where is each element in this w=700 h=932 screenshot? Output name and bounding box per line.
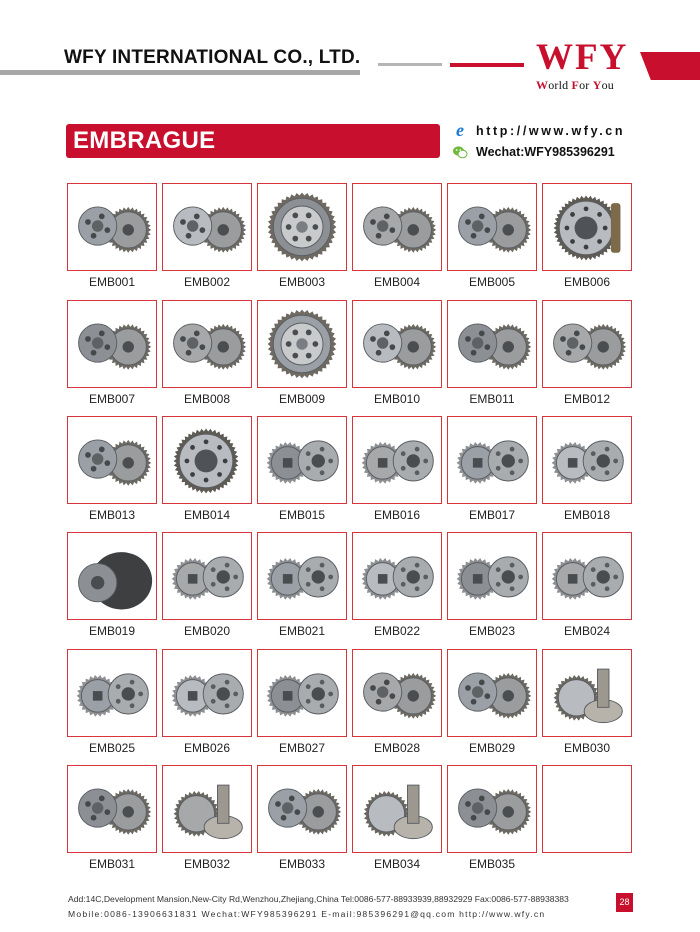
product-code: EMB017 (468, 508, 516, 522)
product-code: EMB035 (468, 857, 516, 871)
product-image[interactable] (67, 765, 157, 853)
clutch-part-illustration (353, 301, 441, 387)
product-code: EMB032 (183, 857, 231, 871)
product-image[interactable] (352, 765, 442, 853)
product-image[interactable] (67, 416, 157, 504)
clutch-part-illustration (353, 766, 441, 852)
product-card[interactable] (352, 532, 442, 638)
product-image[interactable] (162, 649, 252, 737)
product-code: EMB014 (183, 508, 231, 522)
product-code: EMB024 (563, 624, 611, 638)
clutch-part-illustration (353, 417, 441, 503)
product-code: EMB009 (278, 392, 326, 406)
clutch-part-illustration (68, 417, 156, 503)
header-red-tab (640, 52, 700, 80)
product-card[interactable] (67, 765, 157, 871)
clutch-part-illustration (258, 184, 346, 270)
product-code: EMB010 (373, 392, 421, 406)
product-code: EMB022 (373, 624, 421, 638)
clutch-part-illustration (543, 417, 631, 503)
product-image[interactable] (162, 300, 252, 388)
clutch-part-illustration (163, 766, 251, 852)
header-rule-red (450, 63, 524, 67)
product-code: EMB020 (183, 624, 231, 638)
product-code: EMB002 (183, 275, 231, 289)
company-name: WFY INTERNATIONAL CO., LTD. (64, 47, 361, 68)
product-card[interactable] (447, 649, 537, 755)
product-card[interactable] (67, 649, 157, 755)
product-image[interactable] (352, 183, 442, 271)
product-card[interactable] (257, 300, 347, 406)
product-code: EMB016 (373, 508, 421, 522)
product-code: EMB018 (563, 508, 611, 522)
product-code: EMB033 (278, 857, 326, 871)
product-card[interactable] (257, 532, 347, 638)
product-image[interactable] (447, 532, 537, 620)
product-image[interactable] (162, 183, 252, 271)
section-title: EMBRAGUE (66, 124, 440, 158)
product-image[interactable] (257, 183, 347, 271)
product-card[interactable] (352, 300, 442, 406)
product-code: EMB031 (88, 857, 136, 871)
product-image[interactable] (352, 416, 442, 504)
product-code: EMB008 (183, 392, 231, 406)
clutch-part-illustration (543, 184, 631, 270)
header-rule-gray (0, 70, 360, 75)
product-image[interactable] (447, 183, 537, 271)
clutch-part-illustration (543, 650, 631, 736)
wechat-id: Wechat:WFY985396291 (476, 144, 615, 159)
product-code: EMB021 (278, 624, 326, 638)
product-code: EMB012 (563, 392, 611, 406)
clutch-part-illustration (353, 650, 441, 736)
clutch-part-illustration (448, 650, 536, 736)
clutch-part-illustration (68, 184, 156, 270)
product-card[interactable] (67, 532, 157, 638)
product-image[interactable] (447, 416, 537, 504)
clutch-part-illustration (543, 301, 631, 387)
product-code: EMB023 (468, 624, 516, 638)
product-image[interactable] (447, 765, 537, 853)
clutch-part-illustration (258, 301, 346, 387)
product-code: EMB001 (88, 275, 136, 289)
product-card[interactable] (542, 765, 632, 853)
clutch-part-illustration (258, 533, 346, 619)
product-code: EMB013 (88, 508, 136, 522)
product-card[interactable] (162, 300, 252, 406)
website-link[interactable]: http://www.wfy.cn (476, 123, 626, 138)
product-card[interactable] (257, 416, 347, 522)
product-code: EMB015 (278, 508, 326, 522)
wfy-logo (536, 37, 632, 93)
product-code: EMB007 (88, 392, 136, 406)
product-image[interactable] (162, 532, 252, 620)
product-card[interactable] (352, 765, 442, 871)
product-code: EMB011 (469, 392, 515, 406)
product-card[interactable] (162, 532, 252, 638)
product-code: EMB019 (88, 624, 136, 638)
product-image[interactable] (162, 416, 252, 504)
product-code: EMB027 (278, 741, 326, 755)
product-card[interactable] (352, 183, 442, 289)
product-image[interactable] (257, 765, 347, 853)
clutch-part-illustration (543, 533, 631, 619)
clutch-part-illustration (258, 417, 346, 503)
product-image[interactable] (542, 765, 632, 853)
clutch-part-illustration (68, 301, 156, 387)
product-card[interactable] (162, 649, 252, 755)
product-card[interactable] (447, 532, 537, 638)
product-image[interactable] (257, 649, 347, 737)
footer-contacts: Mobile:0086-13906631831 Wechat:WFY985396291 E-mail:985396291@qq.com http://www.wfy.cn (68, 909, 546, 919)
clutch-part-illustration (68, 766, 156, 852)
clutch-part-illustration (163, 301, 251, 387)
product-image[interactable] (542, 649, 632, 737)
product-image[interactable] (447, 649, 537, 737)
clutch-part-illustration (353, 533, 441, 619)
product-code: EMB029 (468, 741, 516, 755)
contact-block (452, 120, 625, 162)
product-card[interactable] (67, 416, 157, 522)
product-image[interactable] (352, 300, 442, 388)
footer-address: Add:14C,Development Mansion,New-City Rd,Wenzhou,Zhejiang,China Tel:0086-577-88933939,88932929 Fax:0086-577-88938383 (68, 894, 569, 904)
product-card[interactable] (447, 416, 537, 522)
product-code: EMB034 (373, 857, 421, 871)
wechat-icon (452, 144, 468, 160)
product-code: EMB004 (373, 275, 421, 289)
product-image[interactable] (447, 300, 537, 388)
empty-slot (543, 766, 631, 852)
product-code: EMB003 (278, 275, 326, 289)
clutch-part-illustration (68, 650, 156, 736)
product-image[interactable] (162, 765, 252, 853)
logo-wordmark: WFY (536, 37, 629, 78)
product-image[interactable] (352, 649, 442, 737)
product-card[interactable] (162, 765, 252, 871)
product-image[interactable] (257, 532, 347, 620)
clutch-part-illustration (163, 184, 251, 270)
clutch-part-illustration (163, 417, 251, 503)
product-card[interactable] (542, 532, 632, 638)
product-card[interactable] (257, 765, 347, 871)
product-card[interactable] (352, 416, 442, 522)
product-code: EMB026 (183, 741, 231, 755)
product-card[interactable] (447, 183, 537, 289)
footer (68, 892, 569, 922)
product-image[interactable] (542, 183, 632, 271)
product-card[interactable] (447, 300, 537, 406)
product-image[interactable] (542, 300, 632, 388)
product-card[interactable] (162, 183, 252, 289)
page-number: 28 (616, 893, 633, 912)
product-card[interactable] (352, 649, 442, 755)
clutch-part-illustration (163, 650, 251, 736)
product-image[interactable] (67, 300, 157, 388)
wechat-row (452, 141, 625, 162)
product-code: EMB005 (468, 275, 516, 289)
product-image[interactable] (67, 649, 157, 737)
clutch-part-illustration (448, 533, 536, 619)
clutch-part-illustration (258, 766, 346, 852)
product-code: EMB030 (563, 741, 611, 755)
product-card[interactable] (447, 765, 537, 871)
product-card[interactable] (542, 416, 632, 522)
product-code: EMB025 (88, 741, 136, 755)
clutch-part-illustration (353, 184, 441, 270)
product-code: EMB006 (563, 275, 611, 289)
website-row (452, 120, 625, 141)
product-card[interactable] (542, 183, 632, 289)
clutch-part-illustration (448, 417, 536, 503)
product-card[interactable] (67, 300, 157, 406)
product-image[interactable] (542, 532, 632, 620)
product-image[interactable] (257, 300, 347, 388)
product-card[interactable] (257, 649, 347, 755)
clutch-part-illustration (448, 184, 536, 270)
product-image[interactable] (352, 532, 442, 620)
browser-icon: e (456, 120, 464, 140)
product-card[interactable] (67, 183, 157, 289)
product-card[interactable] (257, 183, 347, 289)
product-image[interactable] (67, 532, 157, 620)
product-image[interactable] (542, 416, 632, 504)
header-rule-gray-short (378, 63, 442, 66)
clutch-part-illustration (258, 650, 346, 736)
clutch-part-illustration (68, 533, 156, 619)
clutch-part-illustration (163, 533, 251, 619)
clutch-part-illustration (448, 766, 536, 852)
product-image[interactable] (67, 183, 157, 271)
product-card[interactable] (162, 416, 252, 522)
product-card[interactable] (542, 649, 632, 755)
clutch-part-illustration (448, 301, 536, 387)
product-card[interactable] (542, 300, 632, 406)
product-image[interactable] (257, 416, 347, 504)
logo-tagline: World For You (536, 78, 614, 92)
product-code: EMB028 (373, 741, 421, 755)
